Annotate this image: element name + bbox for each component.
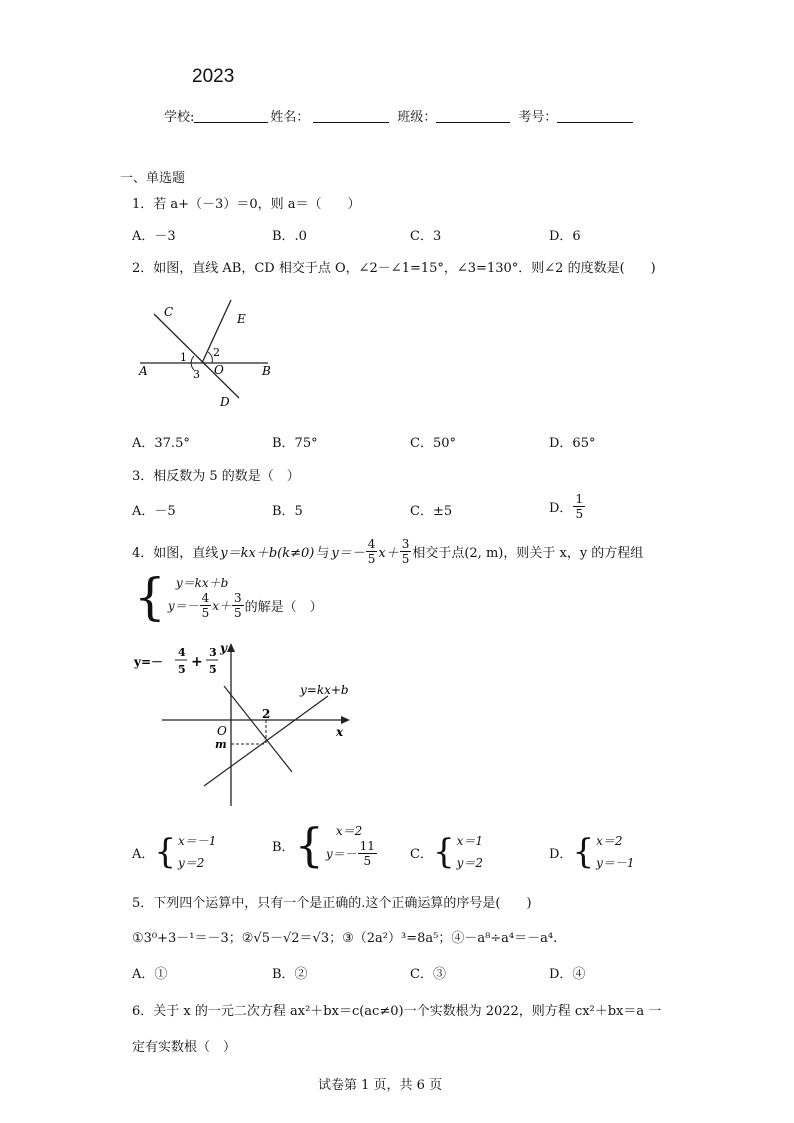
brace: { xyxy=(432,832,455,872)
row1: x＝2 xyxy=(596,834,623,848)
exam-no-field[interactable] xyxy=(557,109,633,123)
label-1: 1 xyxy=(180,351,187,364)
q4-stem-a: 4．如图，直线 xyxy=(132,546,219,561)
denominator: 5 xyxy=(367,552,376,566)
q4-frac-4-5 xyxy=(366,537,378,566)
row2: y＝－1 xyxy=(596,856,635,870)
q4-option-c[interactable] xyxy=(410,830,483,874)
label-b: B xyxy=(262,364,271,378)
q2-stem: 2．如图，直线 AB，CD 相交于点 O，∠2－∠1=15°，∠3=130°．则∠2 的度数是( ) xyxy=(132,261,656,276)
origin-label: O xyxy=(217,724,227,738)
q4-stem-b: 与 xyxy=(316,546,330,561)
q2-option-c[interactable]: C．50° xyxy=(410,436,456,451)
q4-system-rows xyxy=(168,574,323,620)
eq-prefix: y=－ xyxy=(134,655,164,669)
row2: y＝2 xyxy=(178,856,205,870)
q4-figure xyxy=(132,640,362,810)
eq-den5b: 5 xyxy=(209,663,217,676)
row1: x＝－1 xyxy=(178,834,217,848)
q4-sys-tail: 的解是（ ） xyxy=(244,600,323,615)
row2-prefix: y＝－ xyxy=(325,847,357,861)
brace: { xyxy=(294,818,324,872)
label-2: 2 xyxy=(213,346,220,359)
q4-option-a[interactable] xyxy=(132,830,216,874)
q3-option-d-fraction xyxy=(573,492,585,521)
q4-option-d[interactable] xyxy=(549,830,635,874)
q1-stem: 1．若 a+（－3）＝0，则 a＝（ ） xyxy=(132,197,361,212)
q2-option-b[interactable]: B．75° xyxy=(272,436,318,451)
class-field[interactable] xyxy=(436,109,510,123)
q1-option-c[interactable]: C．3 xyxy=(410,229,442,244)
y-label: y xyxy=(220,641,227,655)
q3-option-c[interactable]: C．±5 xyxy=(410,504,453,519)
fraction-numerator: 1 xyxy=(575,492,584,506)
q4-system xyxy=(134,568,323,626)
numerator: 11 xyxy=(359,839,375,853)
q5-stem: 5．下列四个运算中，只有一个是正确的.这个正确运算的序号是( ) xyxy=(132,896,532,911)
label-d: D xyxy=(220,395,230,408)
name-field[interactable] xyxy=(313,109,389,123)
row1: x＝1 xyxy=(456,834,483,848)
class-label: 班级： xyxy=(397,110,437,125)
q4-sys-row2-mid: x＋ xyxy=(212,599,232,613)
q6-stem-line1: 6．关于 x 的一元二次方程 ax²＋bx＝c(ac≠0)一个实数根为 2022，则方程 cx²＋bx＝a 一 xyxy=(132,1004,662,1019)
q2-figure xyxy=(136,296,286,408)
numerator: 4 xyxy=(367,537,376,551)
q3-stem: 3．相反数为 5 的数是（ ） xyxy=(132,469,300,484)
eq-num3: 3 xyxy=(209,646,217,659)
q1-option-d[interactable]: D．6 xyxy=(549,229,581,244)
kxb-label: y=kx+b xyxy=(300,683,349,697)
q1-option-a[interactable]: A．－3 xyxy=(132,229,176,244)
q4-line2-mid: x＋ xyxy=(378,546,399,561)
angle2-arc xyxy=(208,352,212,363)
q4-line1-eq: y＝kx＋b(k≠0) xyxy=(220,546,315,561)
q3-option-b[interactable]: B．5 xyxy=(272,504,303,519)
brace: { xyxy=(572,832,595,872)
frac-11-5 xyxy=(358,839,377,868)
frac-4-5 xyxy=(200,591,212,620)
exam-no-label: 考号： xyxy=(518,110,558,125)
student-info xyxy=(164,106,635,125)
eq-den5: 5 xyxy=(178,663,186,676)
q4-stem-c: 相交于点(2, m)，则关于 x，y 的方程组 xyxy=(412,546,644,561)
eq-plus: + xyxy=(191,654,203,670)
q5-option-a[interactable]: A．① xyxy=(132,967,168,982)
brace: { xyxy=(134,568,166,626)
label-o: O xyxy=(214,363,224,377)
row2: y＝2 xyxy=(456,856,484,870)
q4-line2-prefix: y＝－ xyxy=(331,546,365,561)
q2-option-d[interactable]: D．65° xyxy=(549,436,596,451)
q3-option-a[interactable]: A．－5 xyxy=(132,504,176,519)
numerator: 3 xyxy=(234,591,242,605)
option-label: C． xyxy=(410,846,433,862)
label-a: A xyxy=(139,364,148,378)
option-label: B． xyxy=(272,839,295,855)
school-label: 学校: xyxy=(164,110,195,125)
denominator: 5 xyxy=(234,606,242,620)
row1: x＝2 xyxy=(335,824,363,838)
option-label: A． xyxy=(132,846,155,862)
q5-operations: ①3⁰+3－¹＝－3；②√5－√2＝√3；③（2a²）³=8a⁵；④－a⁸÷a⁴＝－a⁴. xyxy=(132,931,558,946)
school-field[interactable] xyxy=(194,109,268,123)
fraction-denominator: 5 xyxy=(575,507,584,521)
denominator: 5 xyxy=(201,606,210,620)
q5-option-c[interactable]: C．③ xyxy=(410,967,446,982)
label-e: E xyxy=(237,312,246,326)
exam-year: 2023 xyxy=(192,66,235,87)
m-label: m xyxy=(215,738,227,751)
q5-option-b[interactable]: B．② xyxy=(272,967,308,982)
numerator: 4 xyxy=(201,591,210,605)
section-title: 一、单选题 xyxy=(120,171,186,186)
y-axis-arrow xyxy=(227,643,235,652)
tick-2-label: 2 xyxy=(262,707,271,721)
q4-stem xyxy=(132,537,643,566)
q5-option-d[interactable]: D．④ xyxy=(549,967,586,982)
line-cd xyxy=(154,314,239,398)
x-label: x xyxy=(336,725,344,739)
page-footer: 试卷第 1 页，共 6 页 xyxy=(318,1078,443,1093)
denominator: 5 xyxy=(401,552,410,566)
q3-option-d[interactable] xyxy=(549,492,586,521)
q4-sys-row1: y＝kx＋b xyxy=(175,576,229,590)
option-label: D． xyxy=(549,846,573,862)
numerator: 3 xyxy=(401,537,410,551)
brace: { xyxy=(154,832,177,872)
frac-3-5 xyxy=(232,591,244,620)
q4-option-b[interactable] xyxy=(272,818,378,872)
q2-option-a[interactable]: A．37.5° xyxy=(132,436,190,451)
q1-option-b[interactable]: B．.0 xyxy=(272,229,307,244)
q4-sys-row2-prefix: y＝－ xyxy=(167,599,199,613)
label-c: C xyxy=(164,305,174,319)
q3-option-d-label: D． xyxy=(549,501,573,516)
x-axis-arrow xyxy=(341,716,350,724)
name-label: 姓名： xyxy=(270,110,310,125)
eq-num4: 4 xyxy=(178,646,186,659)
denominator: 5 xyxy=(363,854,372,868)
q4-frac-3-5 xyxy=(400,537,412,566)
q6-stem-line2: 定有实数根（ ） xyxy=(132,1040,237,1055)
label-3: 3 xyxy=(193,368,200,381)
